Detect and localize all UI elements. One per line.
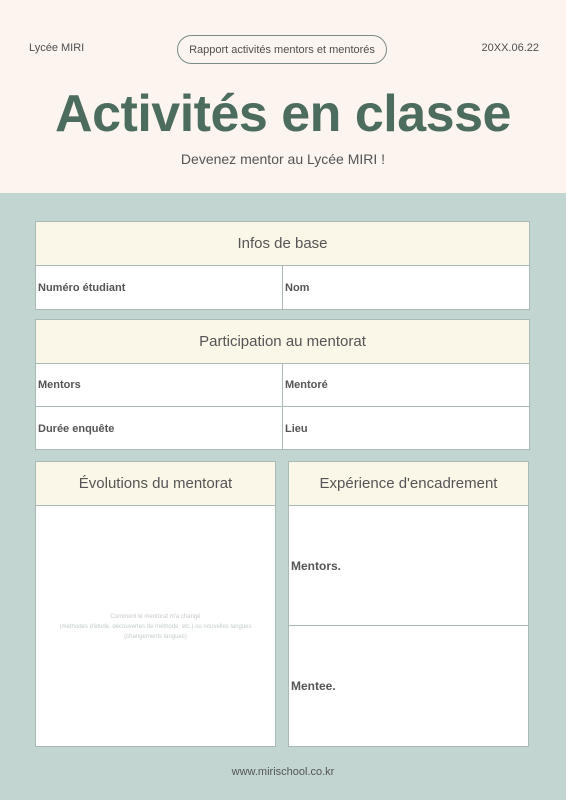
school-name: Lycée MIRI <box>29 42 85 54</box>
hint-line: (changements langues) <box>124 634 187 640</box>
experience-mentee-field[interactable]: Mentee. <box>291 679 336 693</box>
mentors-field[interactable]: Mentors <box>38 379 81 391</box>
duration-field[interactable]: Durée enquête <box>38 422 115 435</box>
basic-info-table <box>35 221 530 310</box>
basic-info-row <box>36 266 529 310</box>
experience-heading: Expérience d'encadrement <box>289 462 528 506</box>
report-date: 20XX.06.22 <box>481 42 539 54</box>
participation-heading: Participation au mentorat <box>36 320 529 364</box>
evolution-hint[interactable] <box>36 612 275 642</box>
participation-row <box>36 407 529 450</box>
participation-table <box>35 319 530 450</box>
report-badge: Rapport activités mentors et mentorés <box>177 35 387 64</box>
basic-info-heading: Infos de base <box>36 222 529 266</box>
footer-url[interactable]: www.mirischool.co.kr <box>231 766 335 778</box>
experience-mentors-field[interactable]: Mentors. <box>289 506 528 626</box>
student-number-field[interactable]: Numéro étudiant <box>38 282 126 294</box>
place-field[interactable]: Lieu <box>282 407 529 450</box>
evolution-heading: Évolutions du mentorat <box>36 462 275 506</box>
page-subtitle: Devenez mentor au Lycée MIRI ! <box>180 151 386 167</box>
name-field[interactable]: Nom <box>282 266 529 310</box>
experience-box <box>288 461 529 747</box>
mentee-field[interactable]: Mentoré <box>282 364 529 406</box>
evolution-box <box>35 461 276 747</box>
page-title: Activités en classe <box>55 85 511 143</box>
hint-line: (méthodes d'étude, découvertes de méthode, etc.) ou nouvelles langues <box>59 624 252 630</box>
header-section <box>0 0 566 193</box>
participation-row <box>36 364 529 407</box>
hint-line: Comment le mentorat m'a changé <box>110 614 201 620</box>
